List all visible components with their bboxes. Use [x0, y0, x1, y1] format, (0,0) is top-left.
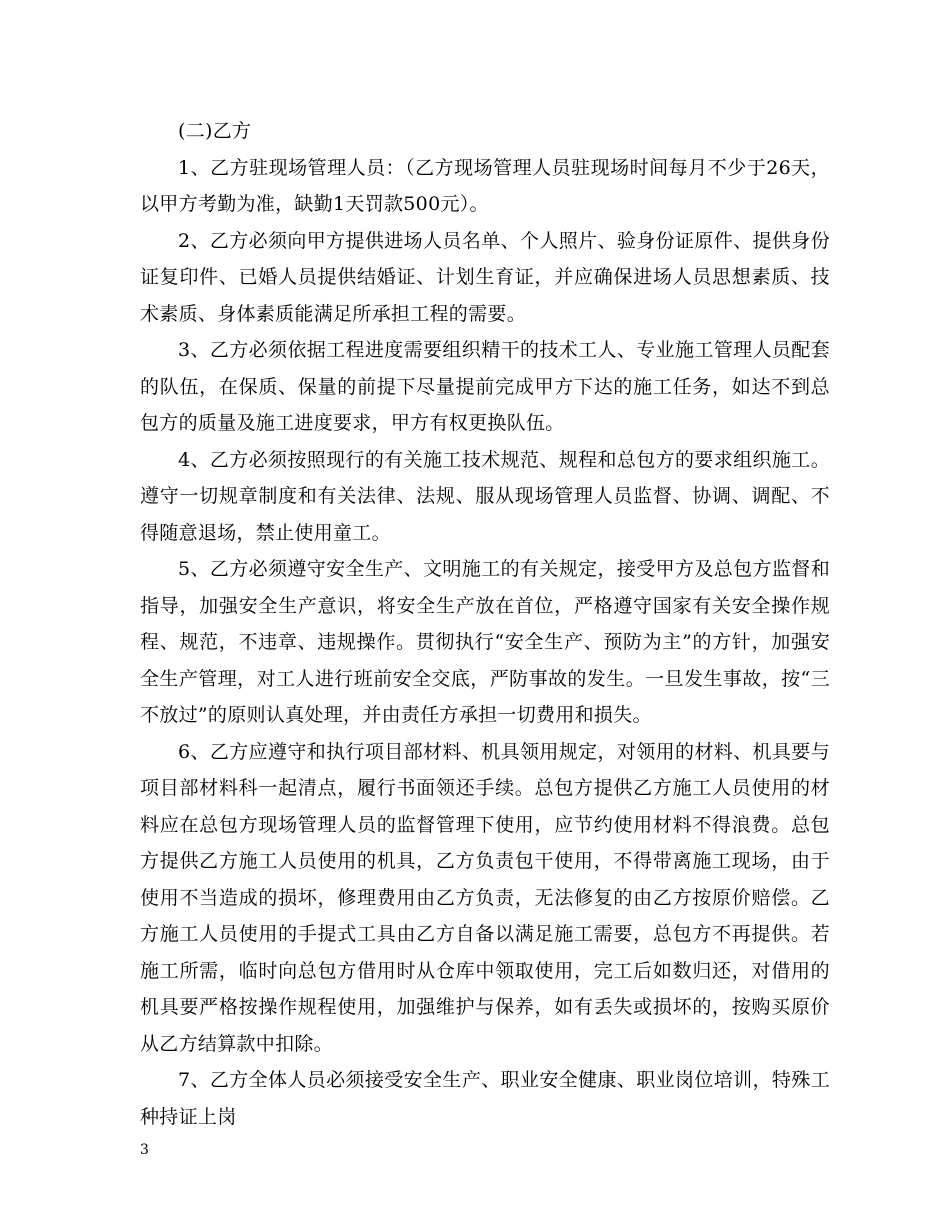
section-heading: (二)乙方 — [178, 120, 252, 142]
paragraph-4: 4、乙方必须按照现行的有关施工技术规范、规程和总包方的要求组织施工。遵守一切规章制度和有关法律、法规、服从现场管理人员监督、协调、调配、不得随意退场，禁止使用童工。 — [140, 448, 830, 544]
paragraph-6: 6、乙方应遵守和执行项目部材料、机具领用规定，对领用的材料、机具要与项目部材料科一起清点，履行书面领还手续。总包方提供乙方施工人员使用的材料应在总包方现场管理人员的监督管理下使用，应节约使用材料不得浪费。总包方提供乙方施工人员使用的机具，乙方负责包干使用，不得带离施工现场，由于使用不当造成的损坏，修理费用由乙方负责，无法修复的由乙方按原价赔偿。乙方施工人员使用的手提式工具由乙方自备以满足施工需要，总包方不再提供。若施工所需，临时向总包方借用时从仓库中领取使用，完工后如数归还，对借用的机具要严格按操作规程使用，加强维护与保养，如有丢失或损坏的，按购买原价从乙方结算款中扣除。 — [140, 740, 830, 1055]
paragraph-5: 5、乙方必须遵守安全生产、文明施工的有关规定，接受甲方及总包方监督和指导，加强安全生产意识，将安全生产放在首位，严格遵守国家有关安全操作规程、规范，不违章、违规操作。贯彻执行“安全生产、预防为主”的方针，加强安全生产管理，对工人进行班前安全交底，严防事故的发生。一旦发生事故，按“三不放过”的原则认真处理，并由责任方承担一切费用和损失。 — [140, 558, 830, 726]
paragraph-3: 3、乙方必须依据工程进度需要组织精干的技术工人、专业施工管理人员配套的队伍，在保质、保量的前提下尽量提前完成甲方下达的施工任务，如达不到总包方的质量及施工进度要求，甲方有权更换队伍。 — [140, 339, 830, 434]
paragraph-1: 1、乙方驻现场管理人员：（乙方现场管理人员驻现场时间每月不少于26天，以甲方考勤为准，缺勤1天罚款500元）。 — [140, 156, 830, 215]
paragraph-2: 2、乙方必须向甲方提供进场人员名单、个人照片、验身份证原件、提供身份证复印件、已婚人员提供结婚证、计划生育证，并应确保进场人员思想素质、技术素质、身体素质能满足所承担工程的需要。 — [140, 229, 830, 325]
document-body — [140, 113, 830, 1135]
paragraph-7: 7、乙方全体人员必须接受安全生产、职业安全健康、职业岗位培训，特殊工种持证上岗 — [140, 1069, 830, 1128]
page-number: 3 — [140, 1142, 149, 1158]
